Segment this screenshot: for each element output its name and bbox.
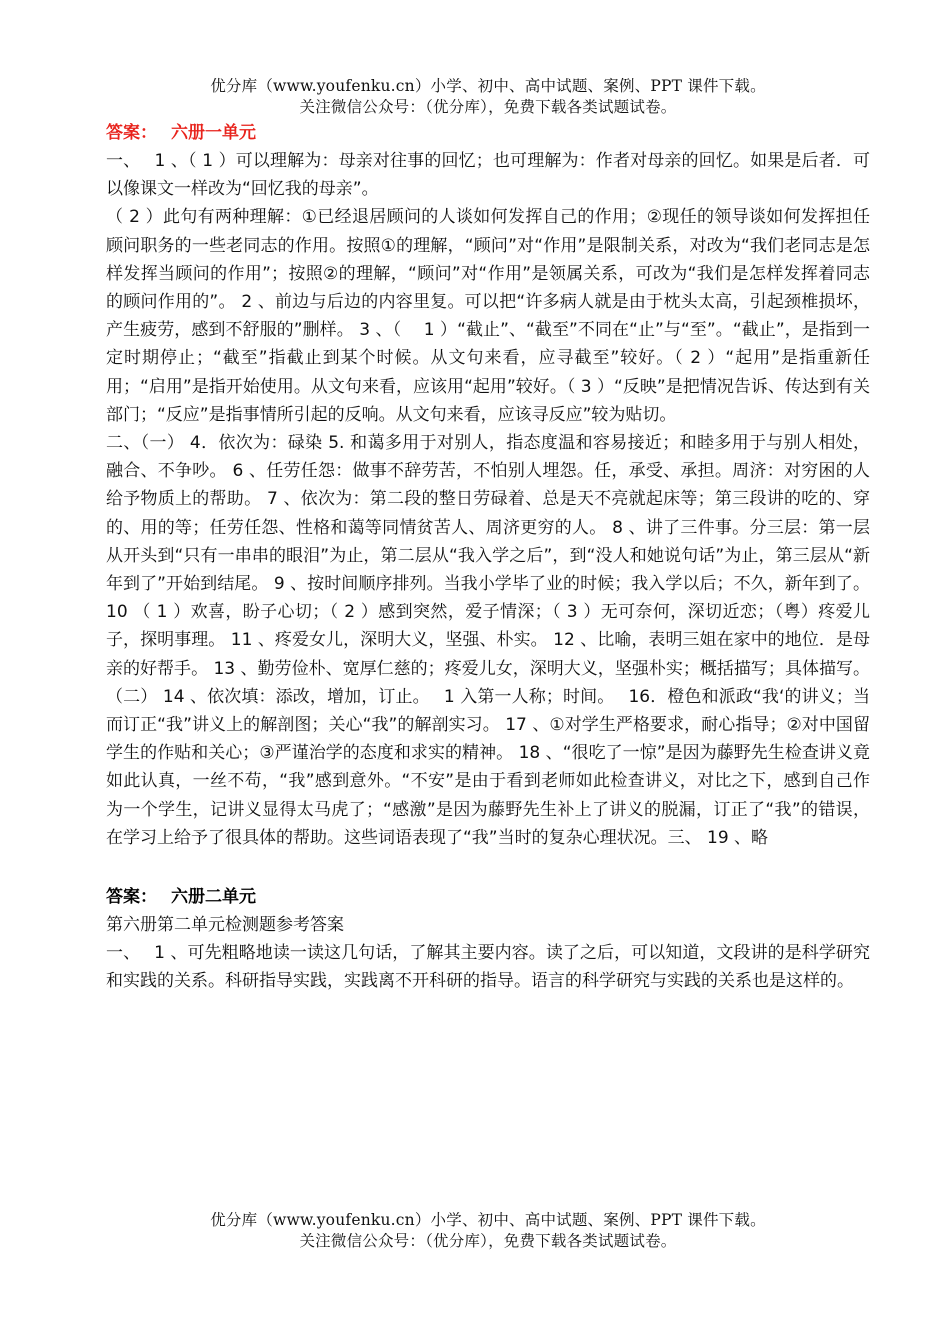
page-footer xyxy=(106,1210,870,1252)
section-2-title: 六册二单元 xyxy=(171,887,256,908)
document-page xyxy=(106,76,870,1316)
section-2-label: 答案： xyxy=(106,887,157,908)
header-line-1: 优分库（www.youfenku.cn）小学、初中、高中试题、案例、PPT 课件下载。 xyxy=(210,77,766,95)
section-2-heading xyxy=(106,883,870,911)
footer-line-2: 关注微信公众号：（优分库），免费下载各类试题试卷。 xyxy=(299,1232,677,1250)
section-2-subtitle: 第六册第二单元检测题参考答案 xyxy=(106,915,344,936)
section-1-heading xyxy=(106,119,870,147)
page-header xyxy=(106,76,870,118)
section-1-paragraph-3: 二、（一） 4．依次为：碌染 5. 和蔼多用于对别人，指态度温和容易接近；和睦多用于与别人相处，融合、不争吵。 6 、任劳任怨：做事不辞劳苦，不怕别人埋怨。任，承受、承担。周济：对穷困的人给予物质上的帮助。 7 、依次为：第二段的整日劳碌着、总是天不亮就起床等；第三段讲的吃的、穿的、用的等；任劳任怨、性格和蔼等同情贫苦人、周济更穷的人。 8 、讲了三件事。分三层：第一层从开头到“只有一串串的眼泪”为止，第二层从“我入学之后”，到“没人和她说句话”为止，第三层从“新年到了”开始到结尾。 9 、按时间顺序排列。当我小学毕了业的时候；我入学以后；不久，新年到了。 10 （ 1 ）欢喜，盼子心切；（ 2 ）感到突然，爱子情深；（ 3 ）无可奈何，深切近恋；（粤）疼爱儿子，探明事理。 11 、疼爱女儿，深明大义，坚强、朴实。 12 、比喻，表明三姐在家中的地位．是母亲的好帮手。 13 、勤劳俭朴、宽厚仁慈的；疼爱儿女，深明大义，坚强朴实；概括描写；具体描写。（二） 14 、依次填：添改，增加，订止。 1 入第一人称；时间。 16．橙色和派政“我‘的讲义；当而订正“我”讲义上的解剖图；关心“我”的解剖实习。 17 、①对学生严格要求，耐心指导；②对中国留学生的作贴和关心；③严谨治学的态度和求实的精神。 18 、“很吃了一惊”是因为藤野先生检查讲义竟如此认真，一丝不苟，“我”感到意外。“不安”是由于看到老师如此检查讲义，对比之下，感到自己作为一个学生，记讲义显得太马虎了；“感激”是因为藤野先生补上了讲义的脱漏，订正了“我”的错误，在学习上给予了很具体的帮助。这些词语表现了“我”当时的复杂心理状况。三、 19 、略 xyxy=(106,433,870,848)
section-1-label: 答案： xyxy=(106,123,157,143)
section-2-paragraph-1: 一、 1 、可先粗略地读一读这几句话，了解其主要内容。读了之后，可以知道，文段讲的是科学研究和实践的关系。科研指导实践，实践离不开科研的指导。语言的科学研究与实践的关系也是这样的。 xyxy=(106,943,870,992)
section-1-paragraph-2: （ 2 ）此句有两种理解：①已经退居顾问的人谈如何发挥自己的作用；②现任的领导谈如何发挥担任顾问职务的一些老同志的作用。按照①的理解，“顾问”对“作用”是限制关系，对改为“我们老同志是怎样发挥当顾问的作用”；按照②的理解，“顾问”对“作用”是领属关系，可改为“我们是怎样发挥着同志的顾问作用的”。 2 、前边与后边的内容里复。可以把“许多病人就是由于枕头太高，引起颈椎损坏，产生疲劳，感到不舒服的”删样。 3 、（ 1 ）“截止”、“截至”不同在“止”与“至”。“截止”，是指到一定时期停止；“截至”指截止到某个时候。从文句来看，应寻截至”较好。（ 2 ）“起用”是指重新任用；“启用”是指开始使用。从文句来看，应该用“起用”较好。（ 3 ）“反映”是把情况告诉、传达到有关部门；“反应”是指事情所引起的反响。从文句来看，应该寻反应”较为贴切。 xyxy=(106,207,870,425)
footer-line-1: 优分库（www.youfenku.cn）小学、初中、高中试题、案例、PPT 课件下载。 xyxy=(210,1211,766,1229)
section-1-title: 六册一单元 xyxy=(171,123,256,143)
section-spacer xyxy=(106,852,870,882)
header-line-2: 关注微信公众号：（优分库），免费下载各类试题试卷。 xyxy=(299,98,677,116)
section-1-paragraph-1: 一、 1 、（ 1 ）可以理解为：母亲对往事的回忆；也可理解为：作者对母亲的回忆。如果是后者．可以像课文一样改为“回忆我的母亲”。 xyxy=(106,151,870,200)
